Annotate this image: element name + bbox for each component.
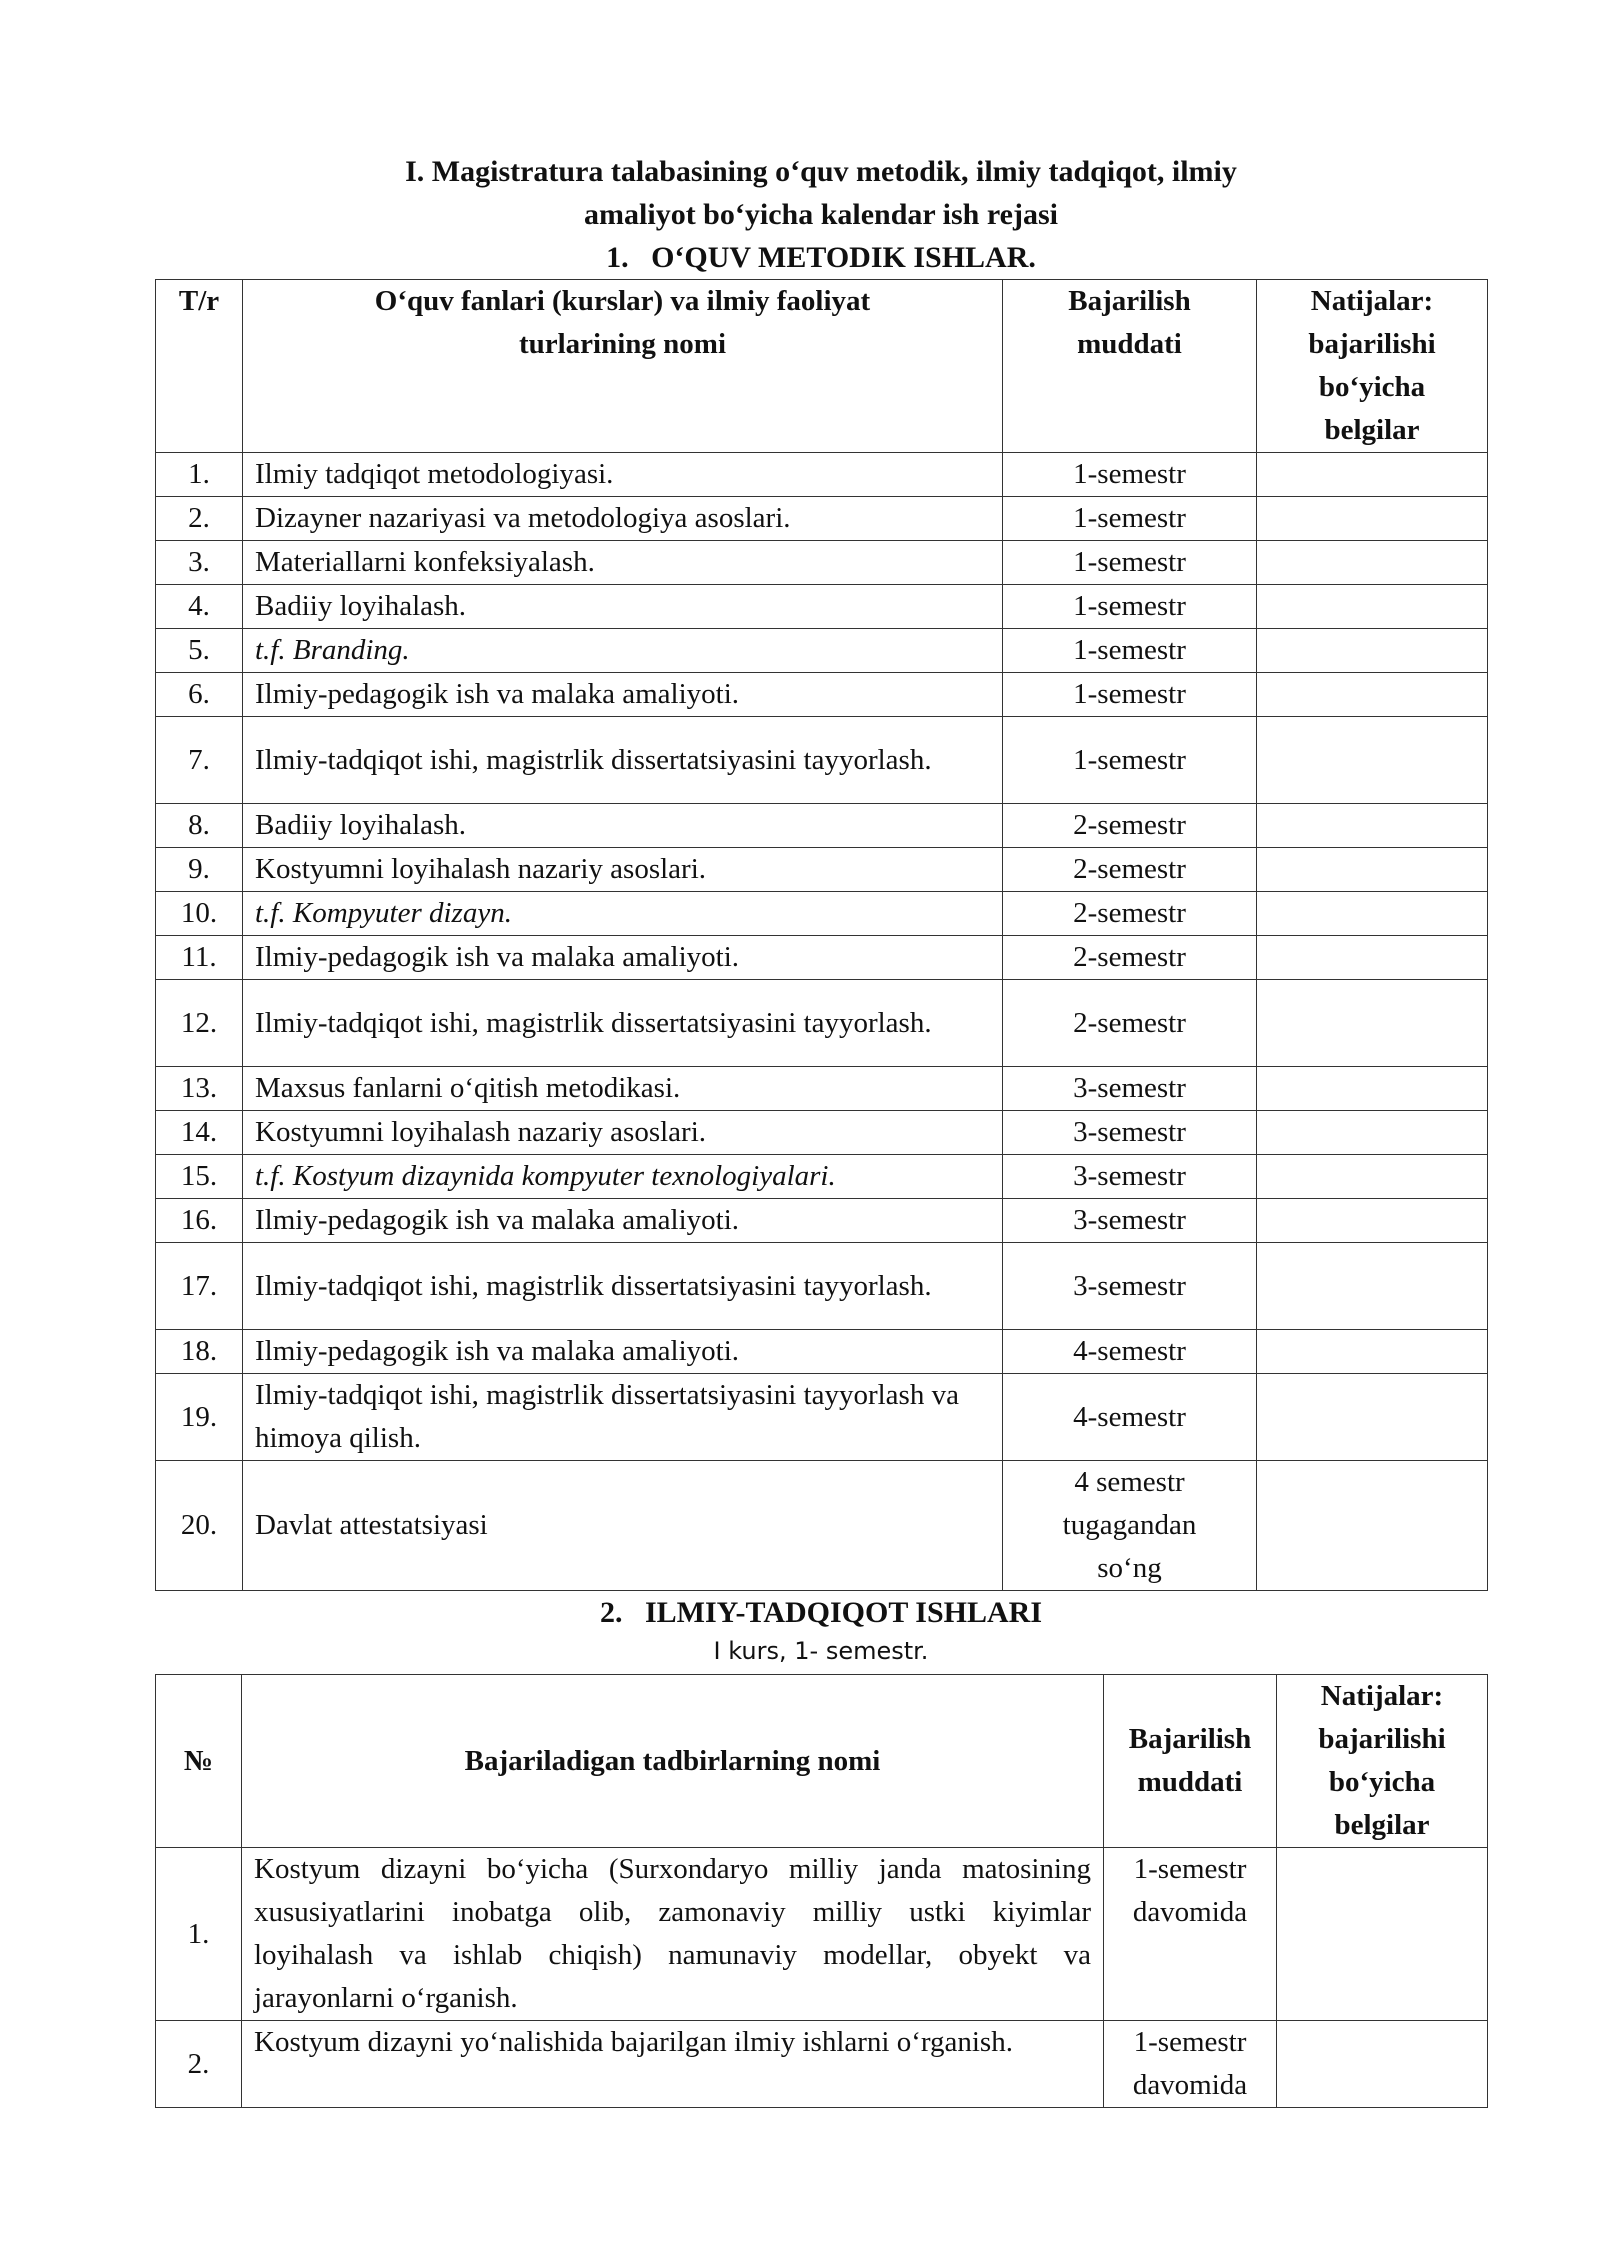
row-results [1257, 1374, 1488, 1461]
row-num: 17. [156, 1243, 243, 1330]
row-results [1257, 980, 1488, 1067]
row-name: Ilmiy-pedagogik ish va malaka amaliyoti. [243, 1330, 1003, 1374]
table-row [156, 936, 1488, 980]
row-name: t.f. Kostyum dizaynida kompyuter texnologiyalari. [243, 1155, 1003, 1199]
section1-title: 1. O‘QUV METODIK ISHLAR. [606, 241, 1036, 274]
row-term: 3-semestr [1003, 1067, 1257, 1111]
row-results [1257, 1155, 1488, 1199]
table-header-row [156, 1675, 1488, 1848]
header-num: № [156, 1675, 242, 1848]
row-num: 10. [156, 892, 243, 936]
section2-subtitle: I kurs, 1- semestr. [713, 1637, 929, 1665]
table-row [156, 1243, 1488, 1330]
document-title-line1: I. Magistratura talabasining o‘quv metodik, ilmiy tadqiqot, ilmiy [405, 155, 1237, 188]
row-results [1257, 936, 1488, 980]
header-results: Natijalar: bajarilishi bo‘yicha belgilar [1277, 1675, 1488, 1848]
row-term: 4-semestr [1003, 1330, 1257, 1374]
row-term: 3-semestr [1003, 1111, 1257, 1155]
row-term: 4-semestr [1003, 1374, 1257, 1461]
header-num: T/r [156, 280, 243, 453]
row-results [1257, 1199, 1488, 1243]
row-num: 16. [156, 1199, 243, 1243]
row-term: 1-semestr [1003, 497, 1257, 541]
row-term: 2-semestr [1003, 848, 1257, 892]
row-num: 6. [156, 673, 243, 717]
document-page [155, 150, 1487, 2108]
table-row [156, 629, 1488, 673]
table-row [156, 1330, 1488, 1374]
table-row [156, 453, 1488, 497]
row-name: Materiallarni konfeksiyalash. [243, 541, 1003, 585]
row-num: 4. [156, 585, 243, 629]
row-name: Badiiy loyihalash. [243, 585, 1003, 629]
table-row [156, 848, 1488, 892]
row-term: 2-semestr [1003, 936, 1257, 980]
row-name: Badiiy loyihalash. [243, 804, 1003, 848]
row-term: 4 semestr tugagandan so‘ng [1003, 1461, 1257, 1591]
research-table [155, 1674, 1488, 2108]
row-num: 14. [156, 1111, 243, 1155]
row-results [1257, 1330, 1488, 1374]
document-title-line2: amaliyot bo‘yicha kalendar ish rejasi [584, 198, 1058, 231]
row-num: 13. [156, 1067, 243, 1111]
row-num: 19. [156, 1374, 243, 1461]
row-num: 7. [156, 717, 243, 804]
header-results: Natijalar: bajarilishi bo‘yicha belgilar [1257, 280, 1488, 453]
table-row [156, 1848, 1488, 2021]
table-header-row [156, 280, 1488, 453]
row-results [1257, 892, 1488, 936]
header-term: Bajarilish muddati [1104, 1675, 1277, 1848]
row-name: Ilmiy-tadqiqot ishi, magistrlik dissertatsiyasini tayyorlash. [243, 1243, 1003, 1330]
row-name: Ilmiy-pedagogik ish va malaka amaliyoti. [243, 673, 1003, 717]
row-term: 2-semestr [1003, 892, 1257, 936]
row-results [1257, 1461, 1488, 1591]
row-name: Ilmiy-tadqiqot ishi, magistrlik dissertatsiyasini tayyorlash. [243, 717, 1003, 804]
row-name: Ilmiy-pedagogik ish va malaka amaliyoti. [243, 1199, 1003, 1243]
row-results [1257, 717, 1488, 804]
row-results [1257, 1243, 1488, 1330]
header-term: Bajarilish muddati [1003, 280, 1257, 453]
row-results [1257, 1067, 1488, 1111]
row-term: 3-semestr [1003, 1243, 1257, 1330]
table-row [156, 1067, 1488, 1111]
row-name: t.f. Kompyuter dizayn. [243, 892, 1003, 936]
row-term: 1-semestr [1003, 453, 1257, 497]
row-term: 1-semestr davomida [1104, 1848, 1277, 2021]
row-results [1257, 453, 1488, 497]
row-name: Kostyum dizayni bo‘yicha (Surxondaryo milliy janda matosining xususiyatlarini inobatga olib, zamonaviy milliy ustki kiyimlar loyihalash va ishlab chiqish) namunaviy modellar, obyekt va jarayonlarni o‘rganish. [242, 1848, 1104, 2021]
row-results [1257, 541, 1488, 585]
row-results [1257, 629, 1488, 673]
table-row [156, 1199, 1488, 1243]
row-name: Ilmiy-tadqiqot ishi, magistrlik dissertatsiyasini tayyorlash va himoya qilish. [243, 1374, 1003, 1461]
row-num: 1. [156, 453, 243, 497]
table-row [156, 1461, 1488, 1591]
table-row [156, 1155, 1488, 1199]
row-name: Ilmiy-pedagogik ish va malaka amaliyoti. [243, 936, 1003, 980]
row-name: Kostyum dizayni yo‘nalishida bajarilgan ilmiy ishlarni o‘rganish. [242, 2021, 1104, 2108]
header-name: O‘quv fanlari (kurslar) va ilmiy faoliyat turlarining nomi [243, 280, 1003, 453]
row-term: 3-semestr [1003, 1199, 1257, 1243]
table-row [156, 717, 1488, 804]
row-term: 1-semestr [1003, 585, 1257, 629]
row-num: 9. [156, 848, 243, 892]
table-row [156, 980, 1488, 1067]
row-name: Ilmiy tadqiqot metodologiyasi. [243, 453, 1003, 497]
row-name: Maxsus fanlarni o‘qitish metodikasi. [243, 1067, 1003, 1111]
row-num: 20. [156, 1461, 243, 1591]
row-name: Davlat attestatsiyasi [243, 1461, 1003, 1591]
row-num: 5. [156, 629, 243, 673]
row-term: 2-semestr [1003, 980, 1257, 1067]
row-num: 15. [156, 1155, 243, 1199]
row-results [1257, 673, 1488, 717]
row-term: 1-semestr davomida [1104, 2021, 1277, 2108]
row-num: 8. [156, 804, 243, 848]
row-num: 1. [156, 1848, 242, 2021]
row-results [1277, 1848, 1488, 2021]
row-results [1257, 1111, 1488, 1155]
study-plan-body [156, 453, 1488, 1591]
section2-title: 2. ILMIY-TADQIQOT ISHLARI [599, 1596, 1043, 1629]
row-results [1257, 497, 1488, 541]
row-num: 12. [156, 980, 243, 1067]
header-name: Bajariladigan tadbirlarning nomi [242, 1675, 1104, 1848]
table-row [156, 673, 1488, 717]
row-results [1257, 848, 1488, 892]
research-body [156, 1848, 1488, 2108]
row-num: 18. [156, 1330, 243, 1374]
row-name: Ilmiy-tadqiqot ishi, magistrlik dissertatsiyasini tayyorlash. [243, 980, 1003, 1067]
row-term: 1-semestr [1003, 717, 1257, 804]
row-num: 2. [156, 497, 243, 541]
row-term: 1-semestr [1003, 541, 1257, 585]
table-row [156, 1111, 1488, 1155]
row-name: Dizayner nazariyasi va metodologiya asoslari. [243, 497, 1003, 541]
row-term: 1-semestr [1003, 673, 1257, 717]
row-results [1257, 804, 1488, 848]
table-row [156, 804, 1488, 848]
row-results [1277, 2021, 1488, 2108]
row-term: 2-semestr [1003, 804, 1257, 848]
row-name: Kostyumni loyihalash nazariy asoslari. [243, 848, 1003, 892]
row-num: 2. [156, 2021, 242, 2108]
table-row [156, 497, 1488, 541]
table-row [156, 541, 1488, 585]
row-num: 3. [156, 541, 243, 585]
row-term: 1-semestr [1003, 629, 1257, 673]
table-row [156, 585, 1488, 629]
row-num: 11. [156, 936, 243, 980]
row-name: Kostyumni loyihalash nazariy asoslari. [243, 1111, 1003, 1155]
row-term: 3-semestr [1003, 1155, 1257, 1199]
table-row [156, 2021, 1488, 2108]
table-row [156, 1374, 1488, 1461]
row-name: t.f. Branding. [243, 629, 1003, 673]
study-plan-table [155, 279, 1488, 1591]
row-results [1257, 585, 1488, 629]
table-row [156, 892, 1488, 936]
